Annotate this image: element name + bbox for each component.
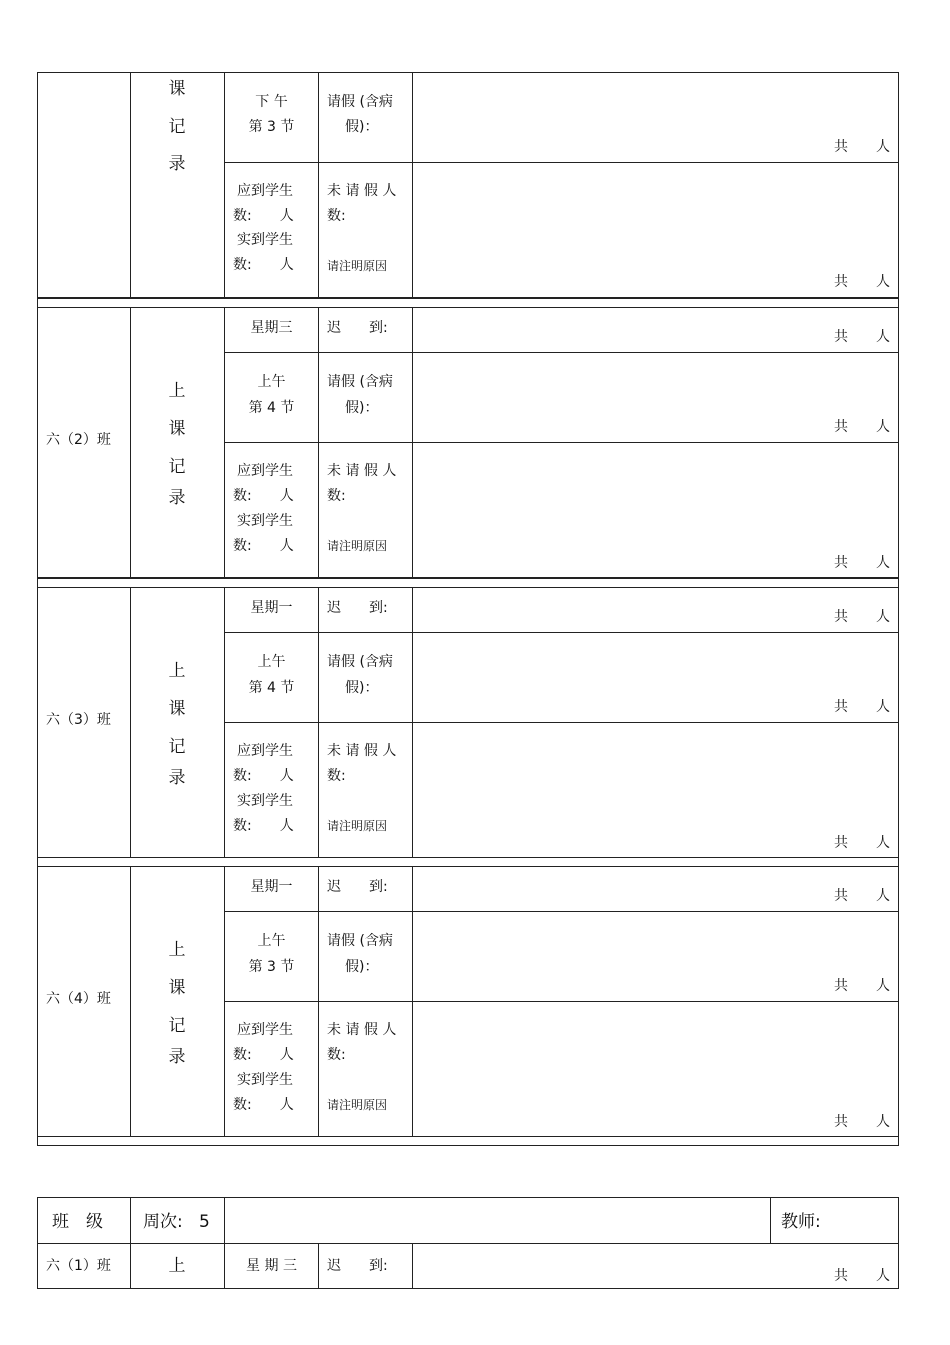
week-label: 周次: — [143, 1212, 183, 1232]
record-char: 上 — [168, 661, 186, 681]
record-char: 录 — [168, 768, 186, 788]
weekday: 星期三 — [250, 320, 293, 336]
actual-label: 实到学生 — [237, 513, 293, 529]
late-label: 迟 到: — [327, 879, 388, 895]
total-count: 共 人 — [834, 329, 890, 345]
class-header: 班 级 — [52, 1212, 103, 1232]
absent-label: 未 请 假 人 — [327, 463, 397, 479]
record-char: 课 — [168, 79, 186, 99]
reason-note: 请注明原因 — [327, 539, 388, 553]
record-char: 录 — [168, 1047, 186, 1067]
record-char: 上 — [168, 940, 186, 960]
expected-label: 应到学生 — [237, 463, 293, 479]
class-name: 六（4）班 — [46, 991, 111, 1007]
total-count: 共 人 — [834, 555, 890, 571]
weekday: 星期一 — [250, 879, 293, 895]
late-label: 迟 到: — [327, 600, 388, 616]
late-label: 迟 到: — [327, 320, 388, 336]
session-time: 下 午 — [255, 94, 288, 110]
record-char: 记 — [168, 117, 186, 137]
total-count: 共 人 — [834, 699, 890, 715]
actual-count: 数: 人 — [233, 818, 294, 834]
absent-label-cont: 数: — [327, 488, 346, 504]
weekday: 星期一 — [250, 600, 293, 616]
expected-count: 数: 人 — [233, 488, 294, 504]
actual-count: 数: 人 — [233, 538, 294, 554]
leave-label-cont: 假)： — [345, 400, 379, 416]
absent-label-cont: 数: — [327, 1047, 346, 1063]
absent-label-cont: 数: — [327, 768, 346, 784]
record-char: 记 — [168, 737, 186, 757]
absent-label: 未 请 假 人 — [327, 743, 397, 759]
class-name: 六（3）班 — [46, 712, 111, 728]
total-count: 共 人 — [834, 978, 890, 994]
total-count: 共 人 — [834, 609, 890, 625]
leave-label: 请假 (含病 — [327, 374, 393, 390]
total-count: 共 人 — [834, 1268, 890, 1284]
record-char: 记 — [168, 457, 186, 477]
class-name: 六（2）班 — [46, 432, 111, 448]
session-period: 第 4 节 — [248, 400, 295, 416]
actual-count: 数: 人 — [233, 257, 294, 273]
record-char: 上 — [168, 1256, 186, 1276]
record-char: 上 — [168, 381, 186, 401]
actual-count: 数: 人 — [233, 1097, 294, 1113]
class-name: 六（1）班 — [46, 1258, 111, 1274]
expected-label: 应到学生 — [237, 183, 293, 199]
total-count: 共 人 — [834, 139, 890, 155]
total-count: 共 人 — [834, 274, 890, 290]
total-count: 共 人 — [834, 1114, 890, 1130]
total-count: 共 人 — [834, 888, 890, 904]
session-time: 上午 — [257, 374, 286, 390]
absent-label: 未 请 假 人 — [327, 1022, 397, 1038]
expected-count: 数: 人 — [233, 1047, 294, 1063]
reason-note: 请注明原因 — [327, 819, 388, 833]
week-value: 5 — [199, 1212, 210, 1232]
actual-label: 实到学生 — [237, 232, 293, 248]
reason-note: 请注明原因 — [327, 259, 388, 273]
expected-count: 数: 人 — [233, 208, 294, 224]
total-count: 共 人 — [834, 419, 890, 435]
session-period: 第 4 节 — [248, 680, 295, 696]
record-char: 课 — [168, 699, 186, 719]
record-char: 记 — [168, 1016, 186, 1036]
leave-label-cont: 假)： — [345, 119, 379, 135]
total-count: 共 人 — [834, 835, 890, 851]
session-time: 上午 — [257, 933, 286, 949]
absent-label-cont: 数: — [327, 208, 346, 224]
expected-count: 数: 人 — [233, 768, 294, 784]
reason-note: 请注明原因 — [327, 1098, 388, 1112]
actual-label: 实到学生 — [237, 1072, 293, 1088]
leave-label-cont: 假)： — [345, 959, 379, 975]
leave-label: 请假 (含病 — [327, 94, 393, 110]
leave-label: 请假 (含病 — [327, 933, 393, 949]
leave-label: 请假 (含病 — [327, 654, 393, 670]
session-time: 上午 — [257, 654, 286, 670]
teacher-label: 教师: — [781, 1212, 821, 1232]
session-period: 第 3 节 — [248, 959, 295, 975]
expected-label: 应到学生 — [237, 743, 293, 759]
expected-label: 应到学生 — [237, 1022, 293, 1038]
record-char: 课 — [168, 419, 186, 439]
record-char: 录 — [168, 488, 186, 508]
record-char: 录 — [168, 154, 186, 174]
weekday: 星 期 三 — [246, 1258, 297, 1274]
record-char: 课 — [168, 978, 186, 998]
actual-label: 实到学生 — [237, 793, 293, 809]
absent-label: 未 请 假 人 — [327, 183, 397, 199]
late-label: 迟 到: — [327, 1258, 388, 1274]
leave-label-cont: 假)： — [345, 680, 379, 696]
session-period: 第 3 节 — [248, 119, 295, 135]
